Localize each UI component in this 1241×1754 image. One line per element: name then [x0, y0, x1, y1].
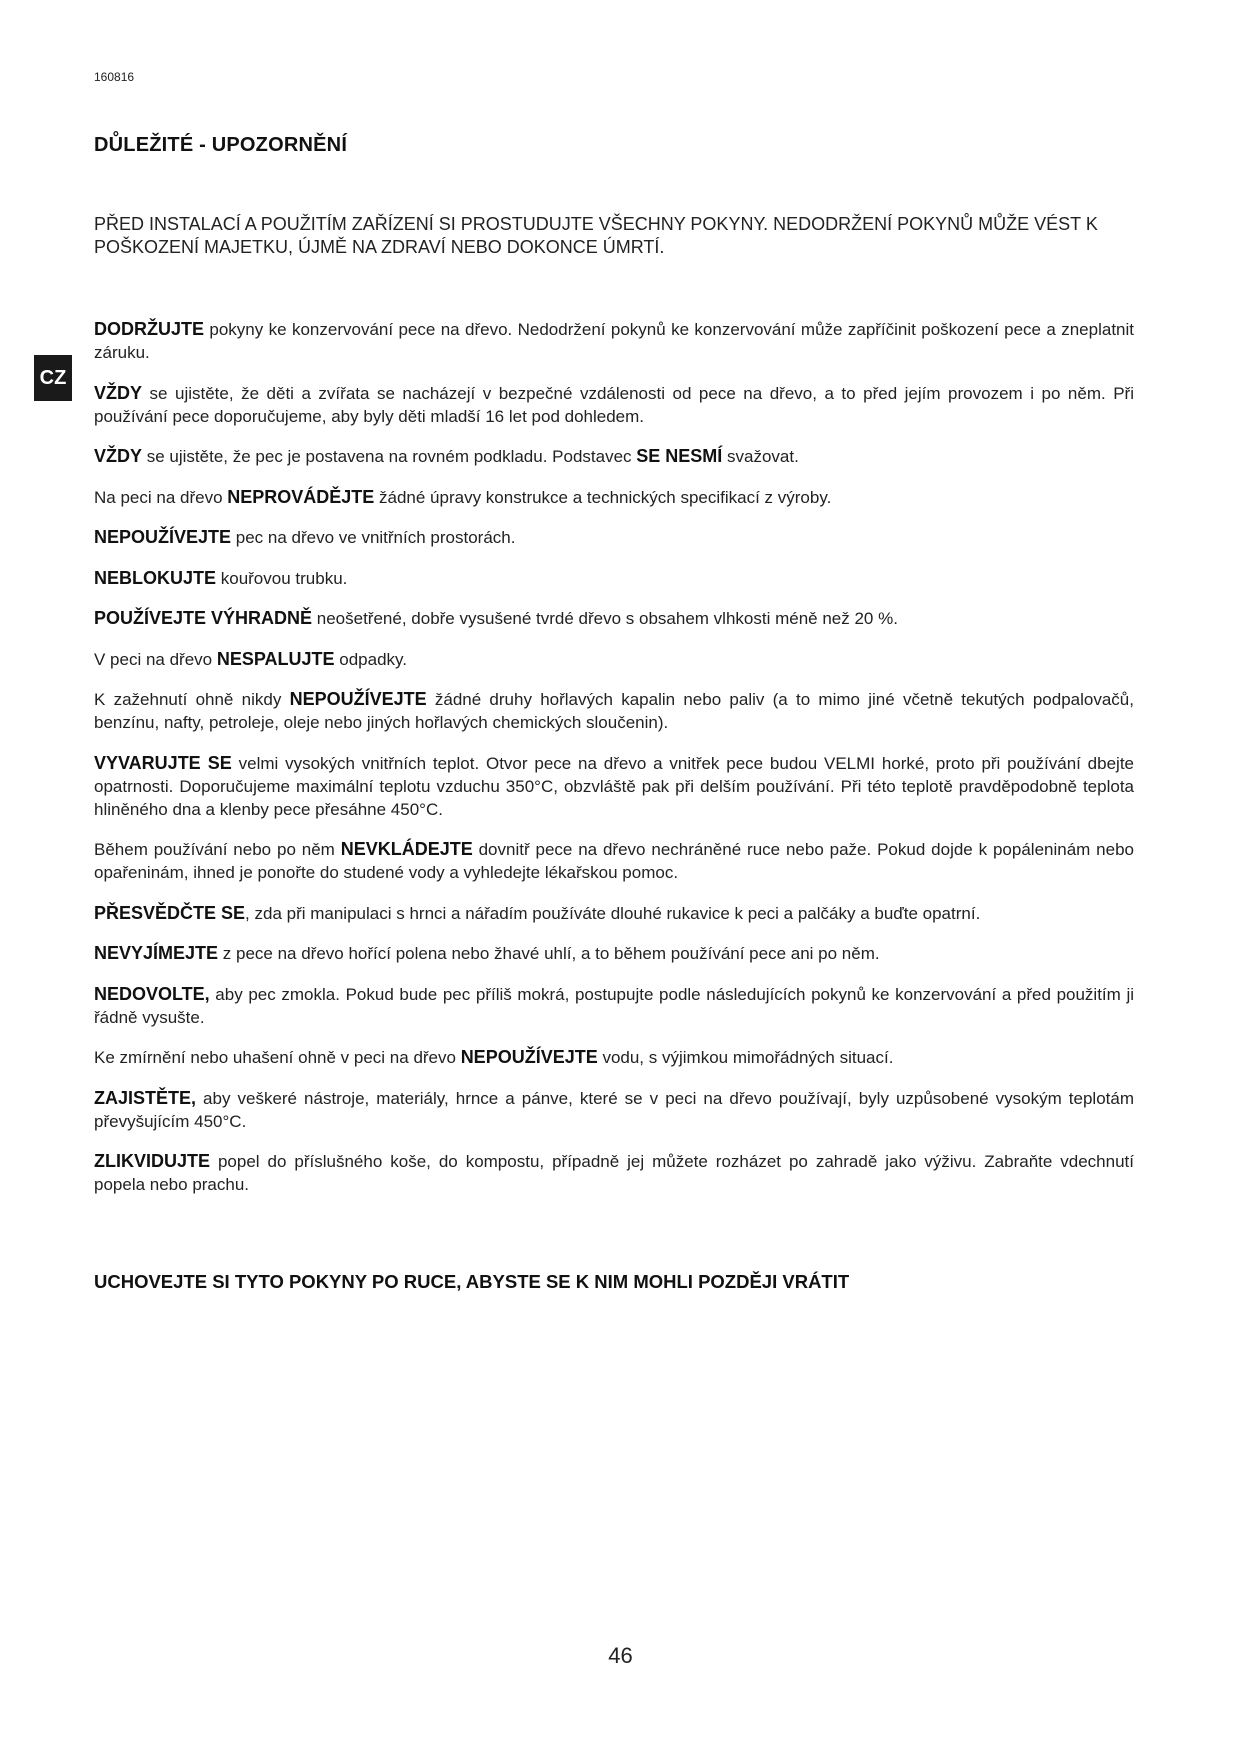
rule-item: K zažehnutí ohně nikdy NEPOUŽÍVEJTE žádné druhy hořlavých kapalin nebo paliv (a to mimo jiné včetně tekutých podpalovačů, benzínu, nafty, petroleje, oleje nebo jiných hořlavých chemických sloučenin). — [94, 689, 1134, 732]
rule-item: ZAJISTĚTE, aby veškeré nástroje, materiály, hrnce a pánve, které se v peci na dřevo používají, byly uzpůsobené vysokým teplotám převyšujícím 450°C. — [94, 1087, 1134, 1131]
rule-item: NEDOVOLTE, aby pec zmokla. Pokud bude pec příliš mokrá, postupujte podle následujících pokynů ke konzervování a před použitím ji řádně vysušte. — [94, 983, 1134, 1027]
rule-item: NEBLOKUJTE kouřovou trubku. — [94, 567, 348, 588]
rule-item: V peci na dřevo NESPALUJTE odpadky. — [94, 648, 408, 669]
safety-rules-list — [94, 318, 1134, 1214]
rule-item: VYVARUJTE SE velmi vysokých vnitřních teplot. Otvor pece na dřevo a vnitřek pece budou VELMI horké, proto při používání dbejte opatrnosti. Doporučujeme maximální teplotu vzduchu 350°C, obzvláště pak při delším používání. Při této teplotě pravděpodobně teplota hliněného dna a klenby pece přesáhne 450°C. — [94, 752, 1134, 819]
rule-item: NEPOUŽÍVEJTE pec na dřevo ve vnitřních prostorách. — [94, 527, 516, 547]
rule-item: DODRŽUJTE pokyny ke konzervování pece na dřevo. Nedodržení pokynů ke konzervování může zapříčinit poškození pece a zneplatnit záruku. — [94, 319, 1134, 362]
page-title: DŮLEŽITÉ - UPOZORNĚNÍ — [94, 134, 348, 156]
rule-item: PŘESVĚDČTE SE, zda při manipulaci s hrnci a nářadím používáte dlouhé rukavice k peci a palčáky a buďte opatrní. — [94, 902, 981, 923]
closing-note: UCHOVEJTE SI TYTO POKYNY PO RUCE, ABYSTE SE K NIM MOHLI POZDĚJI VRÁTIT — [94, 1271, 850, 1292]
rule-item: VŽDY se ujistěte, že děti a zvířata se nacházejí v bezpečné vzdálenosti od pece na dřevo, a to před jejím provozem i po něm. Při používání pece doporučujeme, aby byly děti mladší 16 let pod dohledem. — [94, 382, 1134, 426]
language-tab: CZ — [34, 355, 72, 401]
rule-item: NEVYJÍMEJTE z pece na dřevo hořící polena nebo žhavé uhlí, a to během používání pece ani po něm. — [94, 943, 880, 963]
rule-item: Během používání nebo po něm NEVKLÁDEJTE dovnitř pece na dřevo nechráněné ruce nebo paže. Pokud dojde k popáleninám nebo opařeninám, ihned je ponořte do studené vody a vyhledejte lékařskou pomoc. — [94, 839, 1135, 882]
rule-item: POUŽÍVEJTE VÝHRADNĚ neošetřené, dobře vysušené tvrdé dřevo s obsahem vlhkosti méně než 20 %. — [94, 608, 898, 628]
rule-item: ZLIKVIDUJTE popel do příslušného koše, do kompostu, případně jej můžete rozházet po zahradě jako výživu. Zabraňte vdechnutí popela nebo prachu. — [94, 1151, 1134, 1194]
document-code: 160816 — [94, 70, 135, 84]
rule-item: Na peci na dřevo NEPROVÁDĚJTE žádné úpravy konstrukce a technických specifikací z výroby. — [94, 486, 832, 507]
rule-item: VŽDY se ujistěte, že pec je postavena na rovném podkladu. Podstavec SE NESMÍ svažovat. — [94, 446, 799, 466]
rule-item: Ke zmírnění nebo uhašení ohně v peci na dřevo NEPOUŽÍVEJTE vodu, s výjimkou mimořádných situací. — [94, 1047, 894, 1067]
page-number: 46 — [608, 1643, 633, 1668]
intro-warning: PŘED INSTALACÍ A POUŽITÍM ZAŘÍZENÍ SI PROSTUDUJTE VŠECHNY POKYNY. NEDODRŽENÍ POKYNŮ MŮŽE VÉST K POŠKOZENÍ MAJETKU, ÚJMĚ NA ZDRAVÍ NEBO DOKONCE ÚMRTÍ. — [94, 214, 1098, 257]
